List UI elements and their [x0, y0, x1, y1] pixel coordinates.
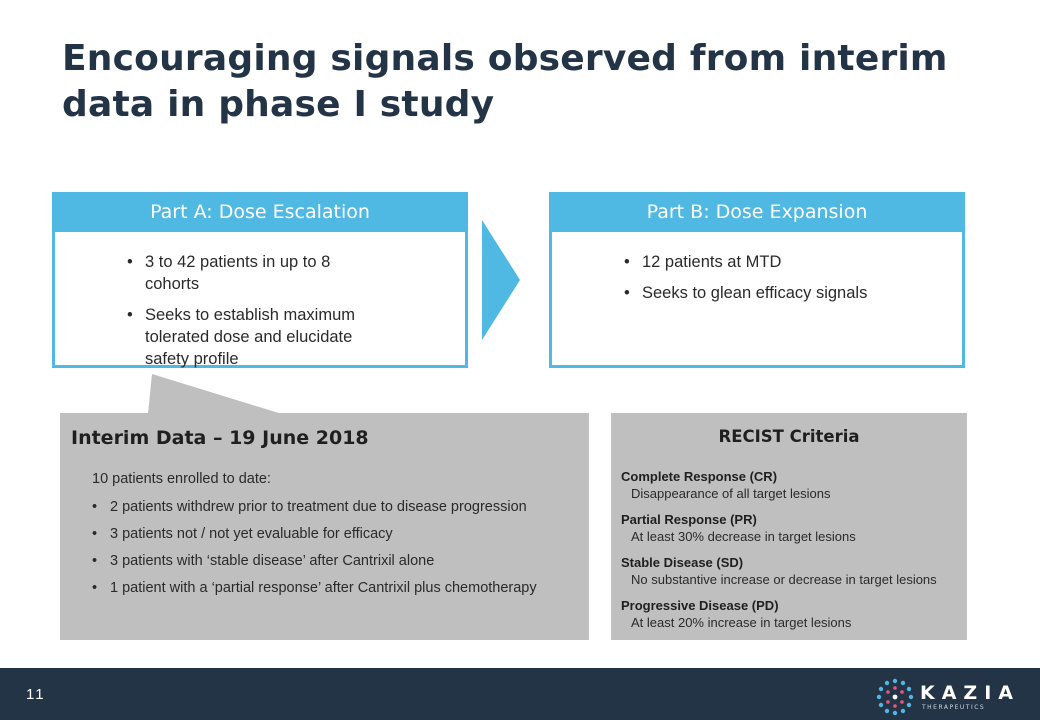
interim-bullets: [92, 498, 582, 606]
part-b-box: [549, 192, 965, 368]
recist-criterion-sd: [621, 554, 937, 588]
part-b-bullet: • Seeks to glean efficacy signals: [624, 282, 924, 304]
logo-wordmark: KAZIA: [920, 682, 1020, 704]
kazia-logo: [876, 678, 1020, 714]
interim-data-panel: [60, 413, 589, 640]
part-a-bullets: [127, 251, 387, 379]
recist-criterion-pr: [621, 511, 856, 545]
criterion-description: At least 20% increase in target lesions: [631, 615, 852, 630]
part-a-bullet: • Seeks to establish maximum tolerated dose and elucidate safety profile: [127, 304, 387, 370]
criterion-description: Disappearance of all target lesions: [631, 486, 831, 501]
interim-bullet: • 3 patients not / not yet evaluable for efficacy: [92, 525, 582, 543]
part-a-box: [52, 192, 468, 368]
part-a-header: Part A: Dose Escalation: [52, 192, 468, 232]
logo-subtitle: THERAPEUTICS: [922, 704, 986, 711]
interim-title: Interim Data – 19 June 2018: [71, 427, 369, 449]
footer-bar: [0, 668, 1040, 720]
recist-title: RECIST Criteria: [718, 427, 860, 446]
interim-bullet: • 2 patients withdrew prior to treatment due to disease progression: [92, 498, 582, 516]
recist-criterion-pd: [621, 597, 851, 631]
part-a-bullet: • 3 to 42 patients in up to 8 cohorts: [127, 251, 387, 295]
criterion-description: At least 30% decrease in target lesions: [631, 529, 856, 544]
logo-dots-icon: [876, 678, 914, 716]
interim-bullet: • 3 patients with ‘stable disease’ after Cantrixil alone: [92, 552, 582, 570]
criterion-name: Partial Response (PR): [621, 512, 757, 527]
recist-criterion-cr: [621, 468, 830, 502]
criterion-name: Stable Disease (SD): [621, 555, 744, 570]
recist-panel: [611, 413, 967, 640]
criterion-name: Complete Response (CR): [621, 469, 778, 484]
part-b-bullets: [624, 251, 924, 313]
criterion-name: Progressive Disease (PD): [621, 598, 779, 613]
interim-intro: 10 patients enrolled to date:: [92, 471, 271, 487]
page-number: 11: [26, 686, 46, 703]
slide-title: Encouraging signals observed from interim data in phase I study: [62, 38, 948, 125]
interim-bullet: • 1 patient with a ‘partial response’ after Cantrixil plus chemotherapy: [92, 579, 582, 597]
part-b-bullet: • 12 patients at MTD: [624, 251, 924, 273]
chevron-right-icon: [482, 220, 522, 340]
part-b-header: Part B: Dose Expansion: [549, 192, 965, 232]
criterion-description: No substantive increase or decrease in target lesions: [631, 572, 937, 587]
